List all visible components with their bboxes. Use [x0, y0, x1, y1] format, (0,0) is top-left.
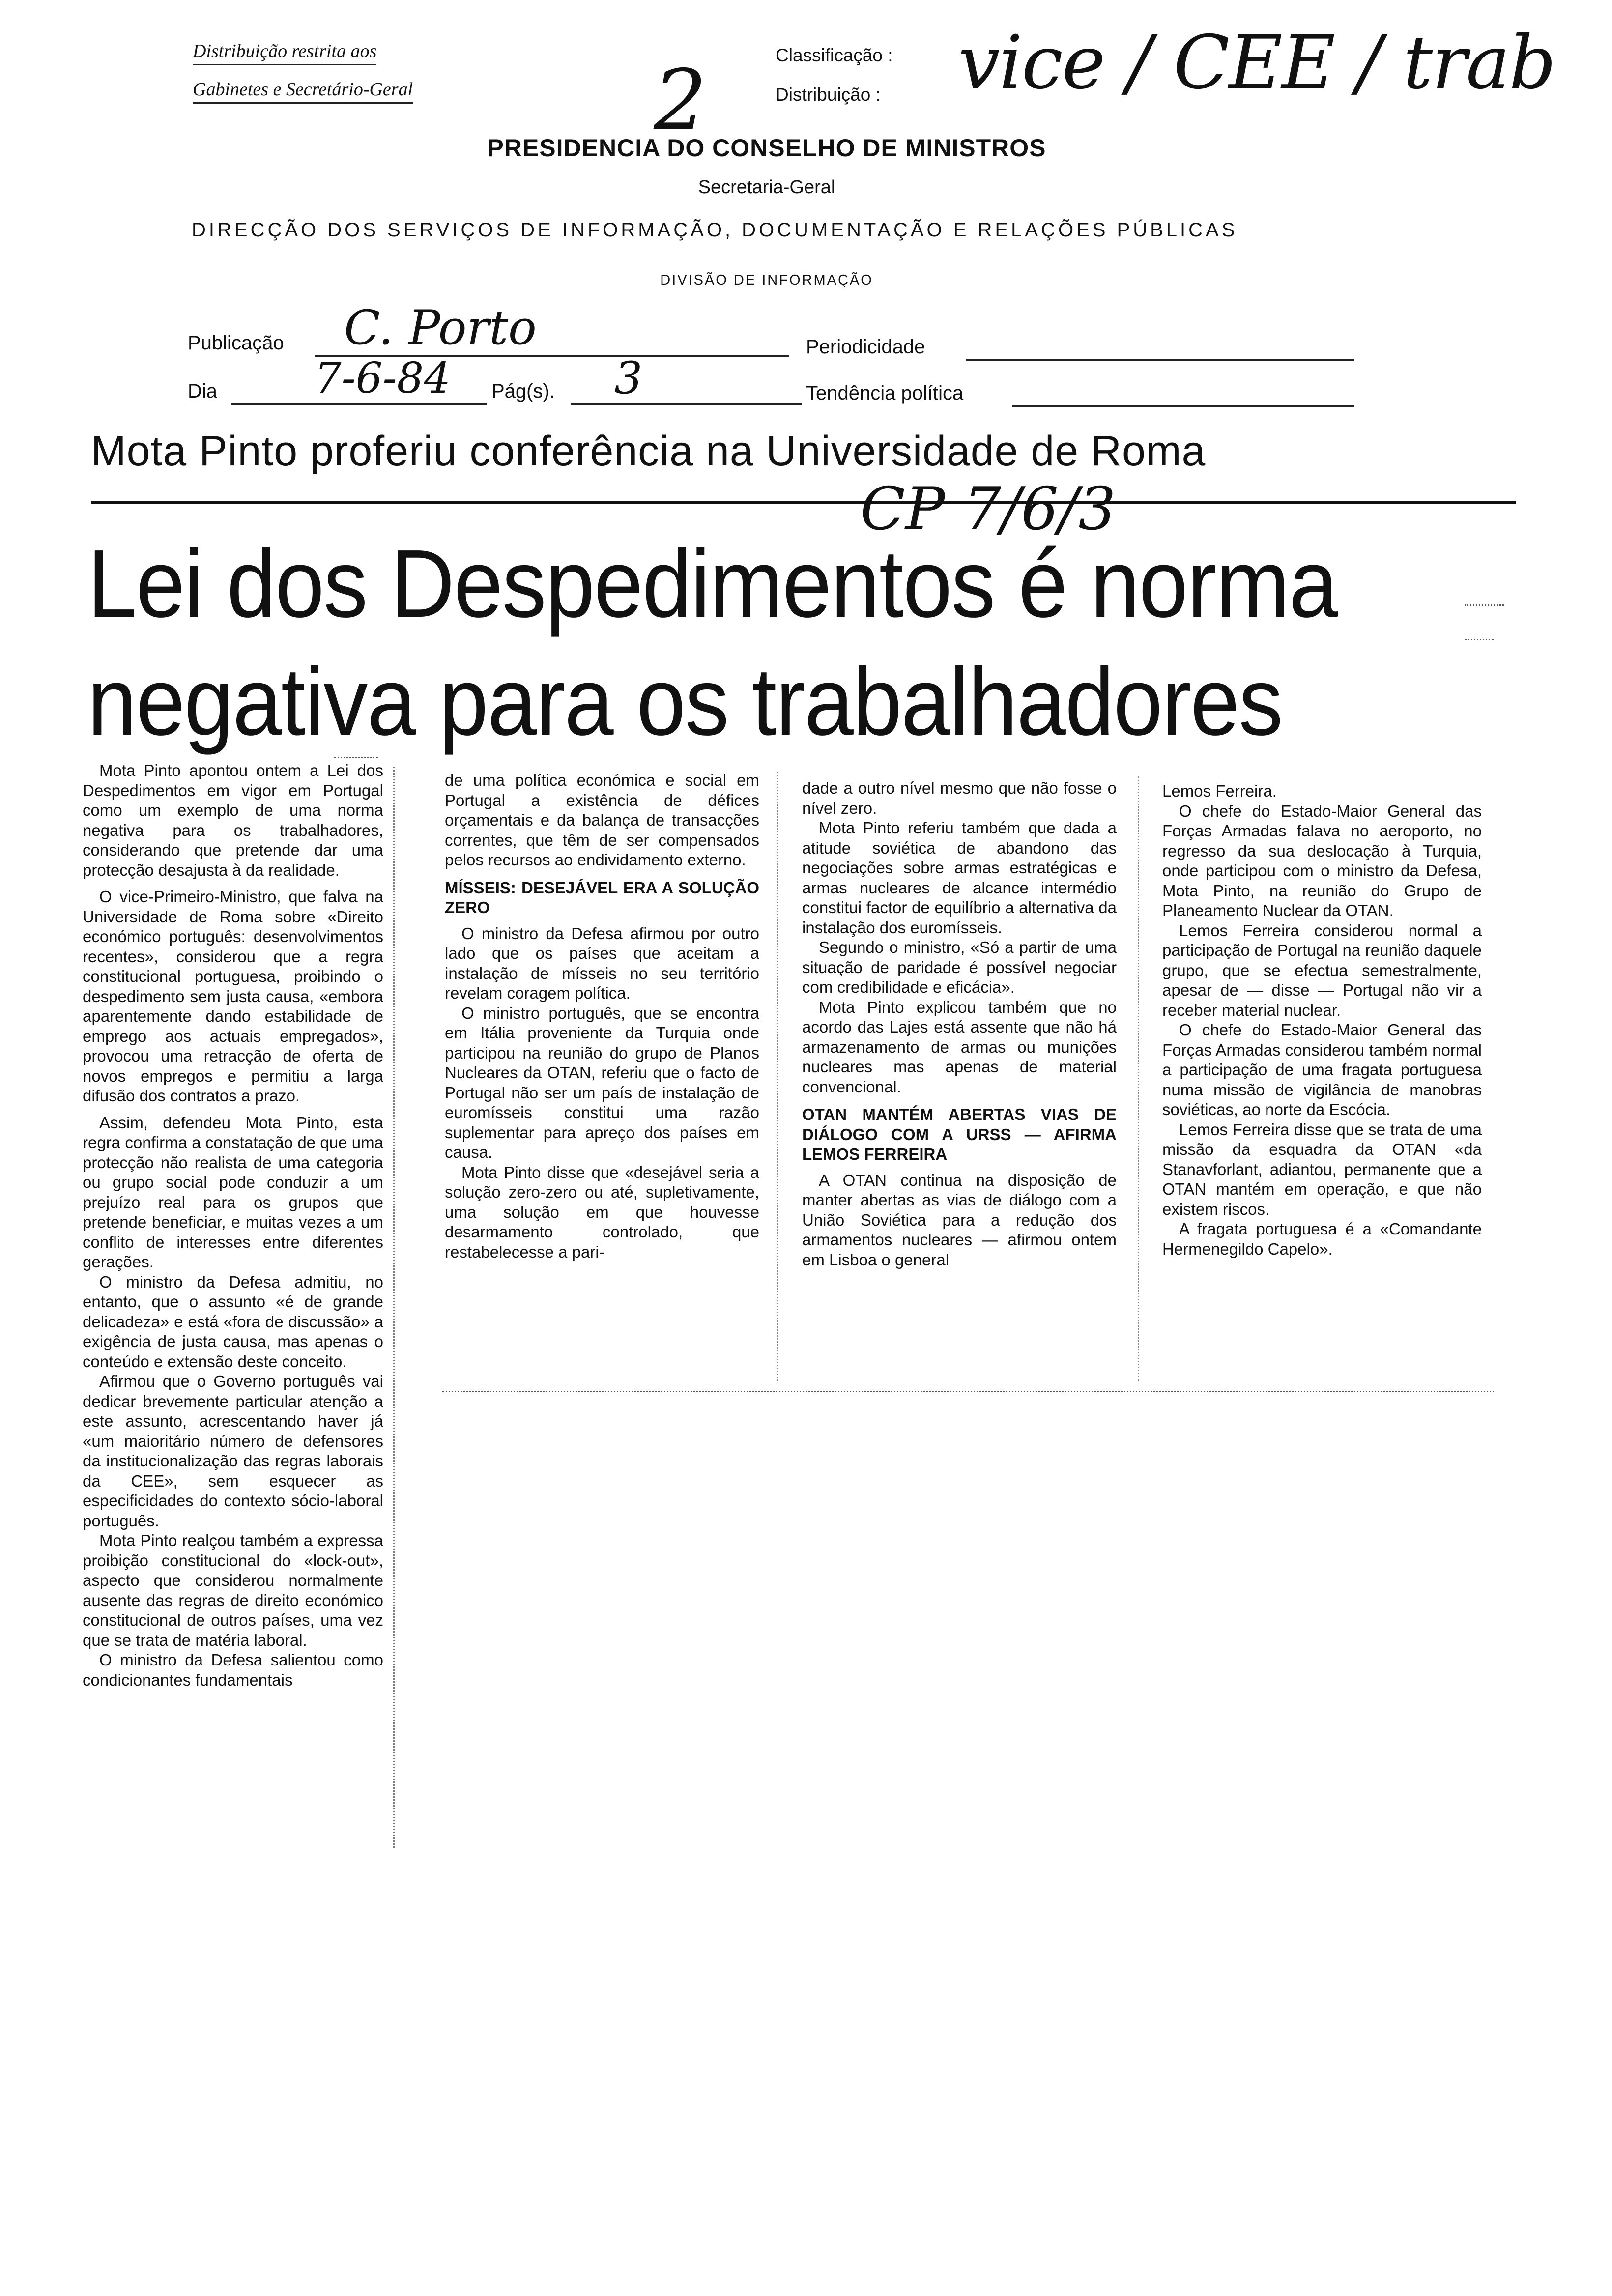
political-tendency-label: Tendência política	[806, 382, 964, 404]
column2-paragraph: O ministro português, que se encontra em Itália proveniente da Turquia onde participou na reunião do grupo de Planos Nucleares da OTAN, referiu que o facto de Portugal não ser um país de instalação de euromísseis constitui uma razão suplementar para apreço dos países em causa.	[445, 1004, 759, 1161]
org-title: PRESIDENCIA DO CONSELHO DE MINISTROS	[487, 134, 1046, 162]
headline-line1: Lei dos Despedimentos é norma	[87, 530, 1337, 637]
scan-noise	[1465, 604, 1504, 606]
subhead-missiles: MÍSSEIS: DESEJÁVEL ERA A SOLUÇÃO ZERO	[445, 878, 759, 917]
column3-paragraph: Mota Pinto referiu também que dada a atitude soviética de abandono das negociações sobre armas estratégicas e armas nucleares de alcance intermédio constitui factor de equilíbrio a alternativa da instalação dos euromísseis.	[802, 819, 1117, 937]
column-gutter-noise	[393, 767, 395, 1848]
directorate: DIRECÇÃO DOS SERVIÇOS DE INFORMAÇÃO, DOCUMENTAÇÃO E RELAÇÕES PÚBLICAS	[192, 219, 1238, 241]
article-column-3	[802, 778, 1117, 1270]
periodicity-label: Periodicidade	[806, 336, 925, 358]
column3-paragraph: Mota Pinto explicou também que no acordo das Lajes está assente que não há armazenamento de armas ou munições nucleares mas apenas de material convencional.	[802, 998, 1117, 1096]
column-gutter-noise	[1138, 776, 1139, 1381]
column1-paragraph: O ministro da Defesa admitiu, no entanto, que o assunto «é de grande delicadeza» e está «fora de discussão» a exigência de justa causa, mas apenas o conteúdo e extensão deste conceito.	[83, 1272, 383, 1371]
classification-label: Classificação :	[776, 45, 893, 65]
headline-line2: negativa para os trabalhadores	[87, 648, 1282, 755]
column2-paragraph: Mota Pinto disse que «desejável seria a solução zero-zero ou até, supletivamente, uma solução em que houvesse desarmamento controlado, que restabelecesse a pari-	[445, 1163, 759, 1261]
scan-noise	[442, 1391, 1494, 1392]
pages-value: 3	[614, 352, 643, 404]
day-value: 7-6-84	[315, 354, 451, 403]
column1-paragraph: O ministro da Defesa salientou como condicionantes fundamentais	[83, 1651, 383, 1689]
distribution-note-line2: Gabinetes e Secretário-Geral	[193, 79, 413, 104]
column1-paragraph: O vice-Primeiro-Ministro, que falva na Universidade de Roma sobre «Direito económico português: desenvolvimentos recentes», considerou que a regra constitucional portuguesa, proibindo o despedimento sem justa causa, «embora aparentemente dando estabilidade de emprego aos actuais empregados», provocou uma retracção de oferta de novos empregos e permitiu a larga difusão dos contratos a prazo.	[83, 888, 383, 1105]
distribution-label: Distribuição :	[776, 85, 881, 105]
distribution-note-line1: Distribuição restrita aos	[193, 40, 376, 65]
article-kicker: Mota Pinto proferiu conferência na Universidade de Roma	[91, 428, 1206, 475]
handwritten-number: 2	[654, 52, 707, 149]
column4-paragraph: O chefe do Estado-Maior General das Forças Armadas considerou também normal a participação de uma fragata portuguesa numa missão de vigilância de manobras soviéticas, ao norte da Escócia.	[1162, 1021, 1482, 1119]
periodicity-line	[966, 359, 1354, 361]
article-column-4	[1162, 781, 1482, 1259]
column2-paragraph: O ministro da Defesa afirmou por outro lado que os países que aceitam a instalação de mísseis no seu território revelam coragem política.	[445, 924, 759, 1002]
column2-paragraph: de uma política económica e social em Portugal a existência de défices orçamentais e da balança de transacções correntes, que têm de ser compensados pelos recursos ao endividamento externo.	[445, 771, 759, 869]
column4-paragraph: A fragata portuguesa é a «Comandante Hermenegildo Capelo».	[1162, 1220, 1482, 1258]
kicker-rule	[91, 501, 1516, 504]
column-gutter-noise	[777, 772, 778, 1381]
column4-paragraph: Lemos Ferreira considerou normal a participação de Portugal na reunião daquele grupo, que se efectua semestralmente, apesar de — disse — Portugal não vir a receber material nuclear.	[1162, 921, 1482, 1019]
article-column-2	[445, 771, 759, 1262]
column4-paragraph: Lemos Ferreira.	[1162, 782, 1277, 800]
handwritten-reference: CP 7/6/3	[860, 475, 1116, 544]
article-column-1	[83, 761, 383, 1690]
column1-paragraph: Mota Pinto realçou também a expressa proibição constitucional do «lock-out», aspecto que considerou normalmente ausente das regras de direito económico constitucional de outros países, uma vez que se trata de matéria laboral.	[83, 1531, 383, 1649]
day-line	[231, 403, 487, 405]
column1-paragraph: Mota Pinto apontou ontem a Lei dos Despedimentos em vigor em Portugal como um exemplo de uma norma negativa para os trabalhadores, considerando que pretende dar uma protecção desajusta à da realidade.	[83, 761, 383, 879]
column3-paragraph: Segundo o ministro, «Só a partir de uma situação de paridade é possível negociar com credibilidade e eficácia».	[802, 938, 1117, 996]
scan-noise	[1465, 639, 1494, 640]
division: DIVISÃO DE INFORMAÇÃO	[660, 272, 873, 288]
secretariat: Secretaria-Geral	[698, 177, 835, 198]
publication-value: C. Porto	[344, 300, 537, 355]
political-tendency-line	[1012, 405, 1354, 407]
column1-paragraph: Assim, defendeu Mota Pinto, esta regra confirma a constatação de que uma protecção não realista de uma categoria ou grupo social pode conduzir a um prejuízo real para os grupos que pretende beneficiar, e muitas vezes a um conflito de interesses entre diferentes gerações.	[83, 1113, 383, 1271]
column3-paragraph: A OTAN continua na disposição de manter abertas as vias de diálogo com a União Soviética para a redução dos armamentos nucleares — afirmou ontem em Lisboa o general	[802, 1171, 1117, 1269]
publication-label: Publicação	[188, 332, 284, 354]
column1-paragraph: Afirmou que o Governo português vai dedicar brevemente particular atenção a este assunto, acrescentando haver já «um maioritário número de defensores da institucionalização das regras laborais da CEE», sem esquecer as especificidades do contexto sócio-laboral português.	[83, 1372, 383, 1530]
day-label: Dia	[188, 380, 218, 402]
handwritten-classification: vice / CEE / trab	[958, 20, 1555, 106]
pages-label: Pág(s).	[491, 380, 555, 402]
column4-paragraph: O chefe do Estado-Maior General das Forças Armadas falava no aeroporto, no regresso da sua deslocação à Turquia, onde participou com o ministro da Defesa, Mota Pinto, na reunião do Grupo de Planeamento Nuclear da OTAN.	[1162, 802, 1482, 919]
column3-paragraph: dade a outro nível mesmo que não fosse o nível zero.	[802, 779, 1117, 817]
pages-line	[571, 403, 802, 405]
column4-paragraph: Lemos Ferreira disse que se trata de uma missão da esquadra da OTAN «da Stanavforlant, adiantou, permanente que a OTAN mantém em operação, e que não existem riscos.	[1162, 1120, 1482, 1218]
scan-noise	[334, 757, 378, 758]
subhead-otan: OTAN MANTÉM ABERTAS VIAS DE DIÁLOGO COM A URSS — AFIRMA LEMOS FERREIRA	[802, 1105, 1117, 1163]
